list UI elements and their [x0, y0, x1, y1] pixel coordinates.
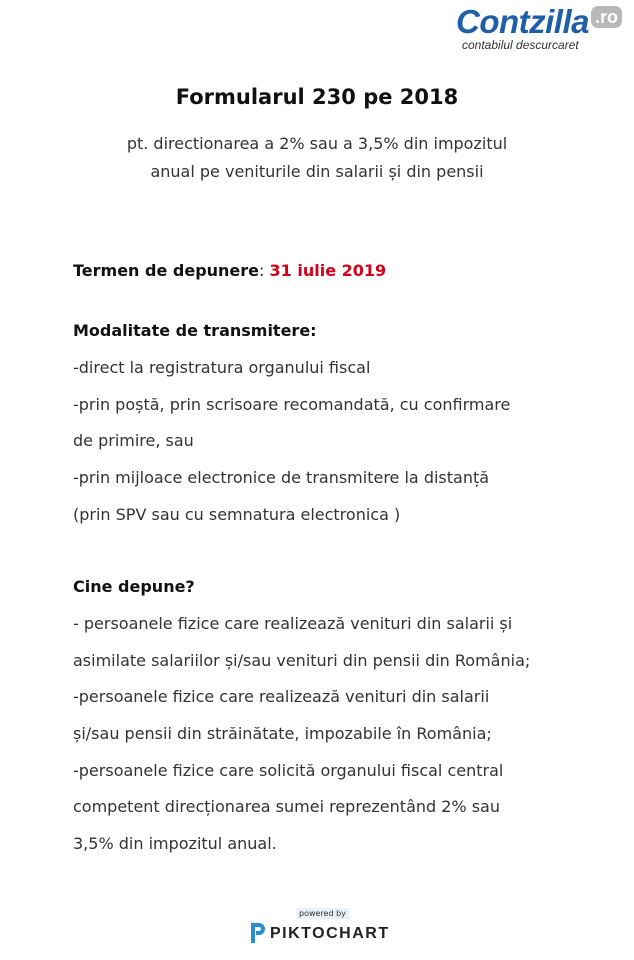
contzilla-logo — [456, 2, 624, 58]
who-list — [73, 611, 593, 868]
transmission-heading: Modalitate de transmitere: — [73, 321, 317, 340]
who-line: competent direcționarea sumei reprezentând 2% sau — [73, 797, 500, 817]
logo-wordmark: Contzilla — [456, 3, 589, 40]
who-line: - persoanele fizice care realizează venituri din salarii și — [73, 614, 513, 633]
transmission-line: (prin SPV sau cu semnatura electronica ) — [73, 504, 401, 524]
deadline-line — [73, 258, 386, 284]
transmission-line: -prin mijloace electronice de transmitere la distanță — [73, 468, 490, 488]
transmission-list — [73, 355, 593, 538]
page-subtitle: pt. directionarea a 2% sau a 3,5% din impozitul anual pe veniturile din salarii și din pensii — [126, 134, 508, 181]
transmission-line: -direct la registratura organului fiscal — [73, 358, 371, 377]
who-line: asimilate salariilor și/sau venituri din pensii din România; — [73, 650, 531, 670]
who-line: și/sau pensii din străinătate, impozabile în România; — [73, 724, 492, 744]
who-heading: Cine depune? — [73, 577, 195, 596]
transmission-line: de primire, sau — [73, 431, 194, 451]
logo-tagline: contabilul descurcaret — [462, 38, 579, 52]
piktochart-logo-icon — [247, 922, 265, 944]
transmission-line: -prin poștă, prin scrisoare recomandată, cu confirmare — [73, 394, 511, 414]
who-line: -persoanele fizice care solicită organului fiscal central — [73, 760, 504, 780]
page-title: Formularul 230 pe 2018 — [175, 85, 459, 109]
piktochart-footer — [0, 908, 634, 948]
powered-by-label: powered by — [296, 908, 349, 919]
deadline-date: 31 iulie 2019 — [269, 261, 387, 280]
piktochart-wordmark: PIKTOCHART — [270, 925, 390, 942]
deadline-label: Termen de depunere — [73, 261, 260, 280]
who-line: 3,5% din impozitul anual. — [73, 834, 277, 854]
who-line: -persoanele fizice care realizează venituri din salarii — [73, 687, 490, 707]
logo-tld-badge: .ro — [591, 6, 622, 28]
deadline-separator: : — [259, 261, 270, 280]
